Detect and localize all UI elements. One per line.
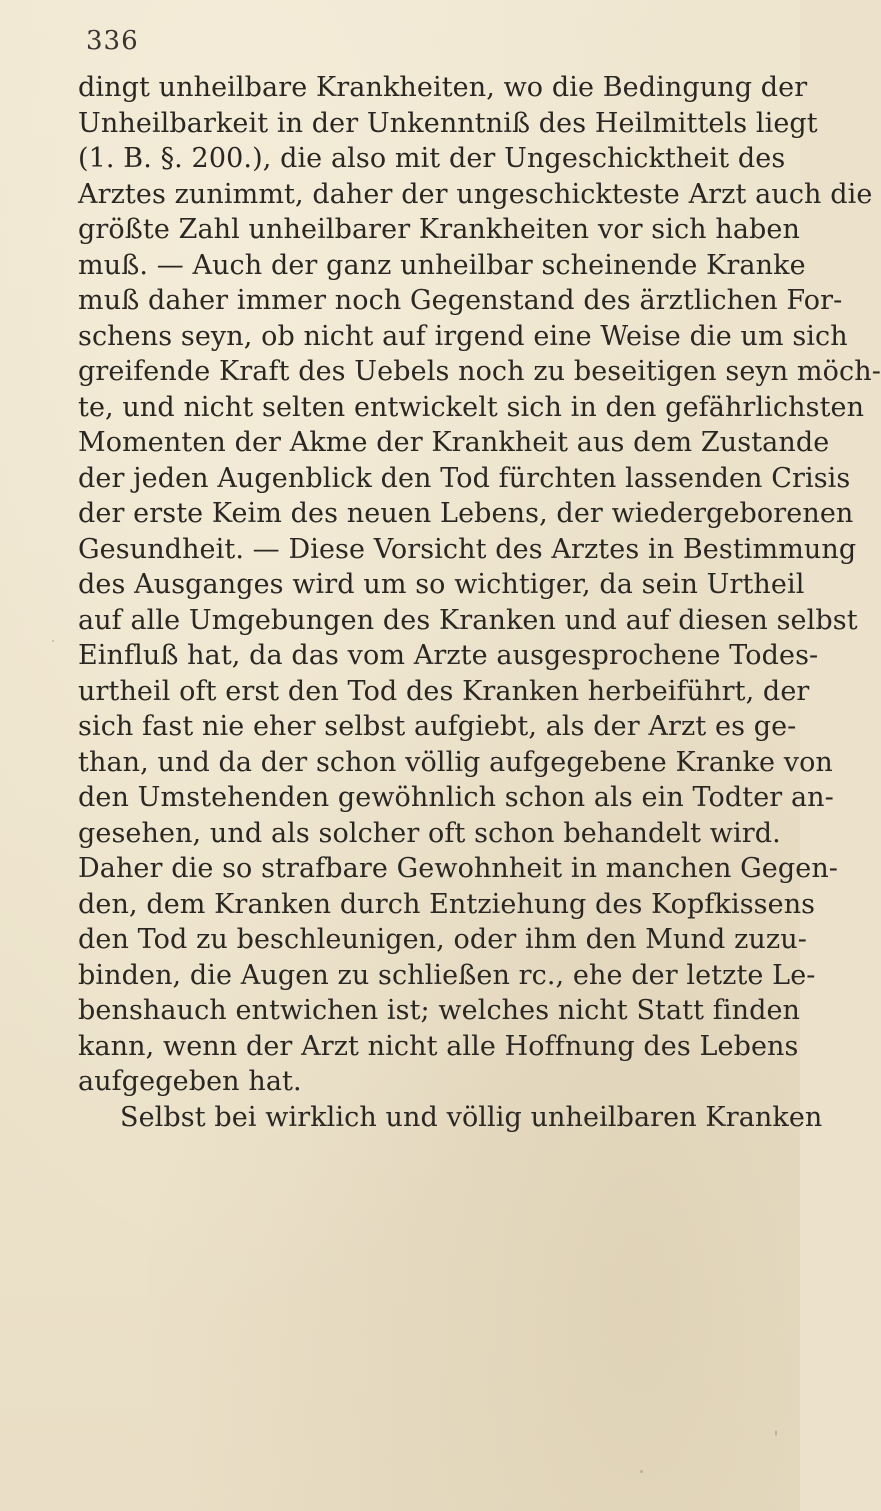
text-line: Gesundheit. — Diese Vorsicht des Arztes in Bestimmung bbox=[78, 533, 857, 565]
text-line: aufgegeben hat. bbox=[78, 1066, 302, 1097]
text-line: (1. B. §. 200.), die also mit der Ungeschicktheit des bbox=[78, 143, 786, 174]
text-line: binden, die Augen zu schließen rc., ehe der letzte Le- bbox=[78, 959, 816, 991]
body-text bbox=[78, 70, 881, 1135]
text-line: gesehen, und als solcher oft schon behandelt wird. bbox=[78, 817, 781, 849]
paper-speck bbox=[775, 1430, 777, 1436]
text-line: des Ausganges wird um so wichtiger, da sein Urtheil bbox=[78, 569, 805, 600]
text-line: der jeden Augenblick den Tod fürchten lassenden Crisis bbox=[78, 462, 851, 494]
text-line: Momenten der Akme der Krankheit aus dem Zustande bbox=[78, 427, 830, 458]
paper-speck bbox=[640, 1470, 643, 1473]
text-line: Einfluß hat, da das vom Arzte ausgesprochene Todes- bbox=[78, 640, 819, 671]
text-line: den Umstehenden gewöhnlich schon als ein Todter an- bbox=[78, 782, 834, 813]
text-line: Daher die so strafbare Gewohnheit in manchen Gegen- bbox=[78, 853, 839, 884]
text-line: größte Zahl unheilbarer Krankheiten vor sich haben bbox=[78, 214, 800, 245]
paper-speck bbox=[52, 640, 54, 642]
text-line: den, dem Kranken durch Entziehung des Kopfkissens bbox=[78, 888, 816, 920]
text-line: muß daher immer noch Gegenstand des ärztlichen For- bbox=[78, 285, 843, 316]
text-line: Unheilbarkeit in der Unkenntniß des Heilmittels liegt bbox=[78, 107, 818, 139]
text-line: than, und da der schon völlig aufgegebene Kranke von bbox=[78, 746, 833, 778]
text-line: benshauch entwichen ist; welches nicht Statt finden bbox=[78, 995, 801, 1026]
text-line: kann, wenn der Arzt nicht alle Hoffnung des Lebens bbox=[78, 1030, 799, 1062]
text-line: urtheil oft erst den Tod des Kranken herbeiführt, der bbox=[78, 675, 810, 707]
text-line: greifende Kraft des Uebels noch zu beseitigen seyn möch- bbox=[78, 356, 881, 387]
text-line: auf alle Umgebungen des Kranken und auf diesen selbst bbox=[78, 604, 858, 636]
text-line: sich fast nie eher selbst aufgiebt, als der Arzt es ge- bbox=[78, 711, 797, 742]
text-line: schens seyn, ob nicht auf irgend eine Weise die um sich bbox=[78, 320, 848, 352]
text-line: den Tod zu beschleunigen, oder ihm den Mund zuzu- bbox=[78, 924, 807, 955]
text-line: dingt unheilbare Krankheiten, wo die Bedingung der bbox=[78, 72, 808, 103]
page-number: 336 bbox=[86, 26, 139, 56]
text-line: te, und nicht selten entwickelt sich in den gefährlichsten bbox=[78, 391, 865, 423]
text-line: der erste Keim des neuen Lebens, der wiedergeborenen bbox=[78, 498, 854, 529]
text-line: Arztes zunimmt, daher der ungeschickteste Arzt auch die bbox=[78, 178, 873, 210]
text-line: Selbst bei wirklich und völlig unheilbaren Kranken bbox=[120, 1101, 823, 1133]
text-line: muß. — Auch der ganz unheilbar scheinende Kranke bbox=[78, 249, 806, 281]
